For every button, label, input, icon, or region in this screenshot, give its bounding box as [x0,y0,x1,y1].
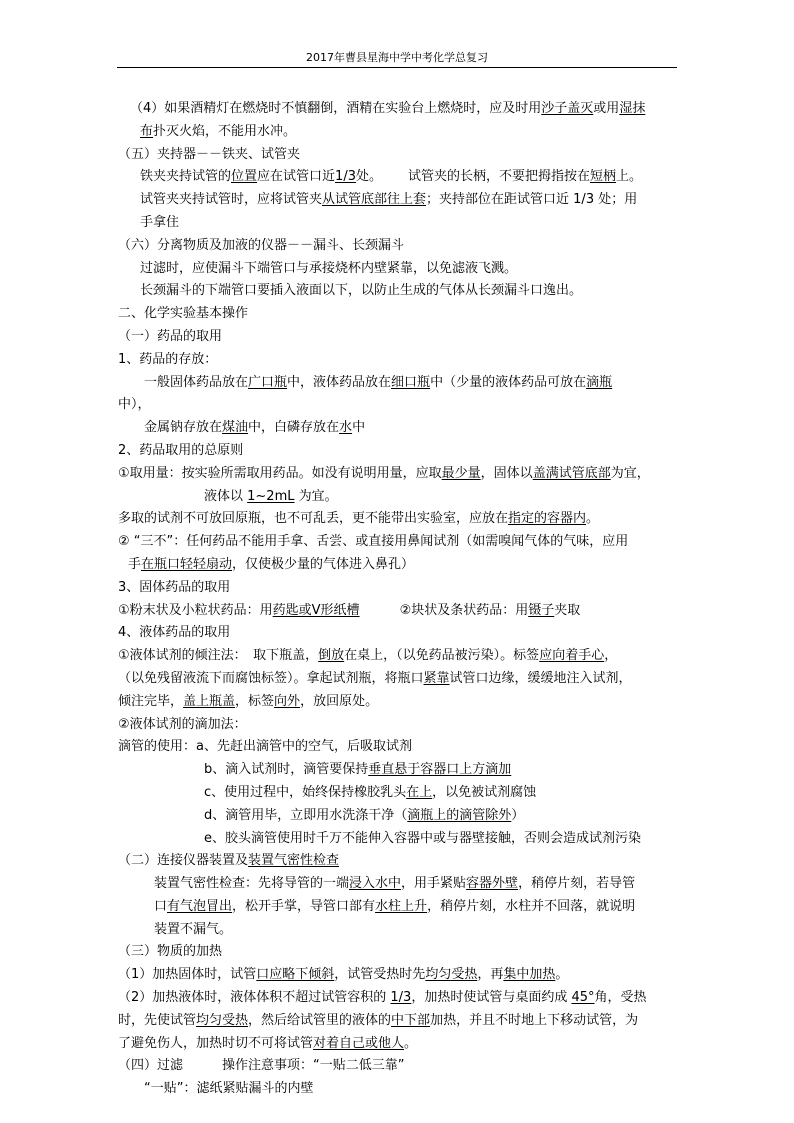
underlined-term: 容器外壁 [466,876,519,892]
text-segment: 。 [404,1035,418,1051]
text-segment: ，仅使极少量的气体进入鼻孔） [232,556,415,572]
text-segment: ，松开手掌，导管口部有 [232,898,376,914]
text-segment: ，加热时使试管与桌面约成 [411,990,572,1006]
text-segment: 2、药品取用的总原则 [118,442,244,458]
text-segment: ② “三不”：任何药品不能用手拿、舌尝、或直接用鼻闻试剂（如需嗅闻气体的气味，应用 [118,534,629,550]
header-divider [117,67,677,68]
text-line [118,280,684,303]
underlined-term: 湿抹 [619,101,646,116]
text-line [118,691,684,714]
text-segment: 中，液体药品放在 [287,374,392,390]
underlined-term: 对着自己或他人 [313,1035,405,1051]
underlined-term: 布 [140,123,154,139]
text-line [118,258,684,281]
text-segment: ②液体试剂的滴加法： [118,716,247,732]
text-segment: 手拿住 [140,214,180,230]
text-segment: 中，白磷存放在 [248,420,340,436]
text-segment: 滴管的使用：a、先赶出滴管中的空气，后吸取试剂 [118,739,412,755]
underlined-term: 1/3 [335,169,356,185]
text-segment: ①液体试剂的倾注法： 取下瓶盖， [118,648,319,664]
text-line [118,98,684,121]
text-segment: （2）加热液体时，液体体积不超过试管容积的 [118,990,391,1006]
text-segment: （以免残留液流下而腐蚀标签）。拿起试剂瓶，将瓶口 [118,670,424,686]
underlined-term: 装置气密性检查 [248,853,340,869]
text-line [118,166,684,189]
text-segment: 二、化学实验基本操作 [118,306,249,322]
text-segment: 3、固体药品的取用 [118,579,231,595]
text-segment: ，稍停片刻，若导管 [518,876,636,892]
underlined-term: 从试管底部往上套 [322,192,427,208]
text-line [118,622,684,645]
underlined-term: 沙子盖灭 [541,101,594,116]
text-segment: 或用 [593,101,620,116]
underlined-term: 药匙或V形纸槽 [272,602,360,618]
text-segment: ；夹持部位在距试管口近 1/3 处；用 [426,192,638,208]
underlined-term: 短柄 [590,169,617,185]
underlined-term: 中下部 [391,1012,431,1028]
text-segment: ，试管受热时先 [334,967,426,983]
text-segment: 口 [154,898,168,914]
text-line [118,668,684,691]
text-line [118,554,684,577]
text-segment: 在桌上，（以免药品被污染）。标签 [344,648,540,664]
text-line [118,782,684,805]
text-line [118,531,684,554]
text-segment: ①取用量：按实验所需取用药品。如没有说明用量，应取 [118,465,442,481]
text-line [118,349,684,372]
underlined-term: 位置 [231,169,258,185]
text-line [118,736,684,759]
text-segment: （一）药品的取用 [118,328,223,344]
text-line [118,600,684,623]
text-segment: 手 [128,556,142,572]
text-segment: ，用手紧贴 [401,876,467,892]
text-segment: d、滴管用毕，立即用水洗涤干净（ [204,807,408,823]
text-line [118,326,684,349]
text-segment: 。 [586,511,600,527]
text-segment: （4）如果酒精灯在燃烧时不慎翻倒，酒精在实验台上燃烧时，应及时用 [130,101,542,116]
text-segment: （五）夹持器－－铁夹、试管夹 [118,146,301,162]
text-line [118,235,684,258]
underlined-term: 水柱上升 [375,898,428,914]
underlined-term: 盖满试管底部 [532,465,611,481]
text-segment: 1、药品的存放： [118,351,218,367]
text-line [118,941,684,964]
text-segment: ①粉末状及小粒状药品：用 [118,602,273,618]
text-segment: 金属钠存放在 [144,420,223,436]
text-segment: （三）物质的加热 [118,944,223,960]
underlined-term: 滴瓶上的滴管除外 [407,807,512,823]
text-segment: ，以免被试剂腐蚀 [432,784,537,800]
text-line [118,1055,684,1078]
text-segment: “一贴”：滤纸紧贴漏斗的内壁 [144,1081,314,1097]
text-segment: e、胶头滴管使用时千万不能伸入容器中或与器壁接触，否则会造成试剂污染 [204,830,641,846]
text-line [118,896,684,919]
underlined-term: 有气泡冒出 [167,898,233,914]
text-segment: 加热，并且不时地上下移动试管，为 [430,1012,639,1028]
text-line [118,189,684,212]
text-line [118,486,684,509]
text-segment: 倾注完毕， [118,693,184,709]
page-header: 2017年曹县星海中学中考化学总复习 [306,51,488,64]
underlined-term: 紧靠 [423,670,450,686]
text-line [118,850,684,873]
text-segment: 中 [352,420,366,436]
text-segment: 装置不漏气。 [154,921,233,937]
underlined-term: 水 [339,420,353,436]
text-line [118,873,684,896]
underlined-term: 煤油 [222,420,249,436]
underlined-term: 1~2mL [247,488,295,504]
text-segment: 过滤时，应使漏斗下端管口与承接烧杯内壁紧靠，以免滤液飞溅。 [140,260,518,276]
text-segment: 试管夹的长柄，不要把拇指按在 [407,169,590,185]
underlined-term: 滴瓶 [586,374,613,390]
text-segment: ，然后给试管里的液体的 [248,1012,392,1028]
text-line [118,463,684,486]
text-segment: 一般固体药品放在 [144,374,249,390]
underlined-term: 口应略下倾斜 [256,967,335,983]
underlined-term: 浸入水中 [349,876,402,892]
text-line [118,440,684,463]
text-line [118,645,684,668]
text-segment: ②块状及条状药品：用 [399,602,529,618]
text-segment: （四）过滤 操作注意事项：“一贴二低三靠” [118,1058,405,1074]
underlined-term: 倒放 [318,648,345,664]
text-segment: 为宜。 [294,488,338,504]
text-segment: 为宜， [610,465,650,481]
text-line [118,1033,684,1056]
text-line [118,508,684,531]
underlined-term: 镊子 [528,602,555,618]
text-segment: ， [604,648,618,664]
text-segment: 试管口边缘，缓缓地注入试剂， [449,670,632,686]
underlined-term: 广口瓶 [248,374,288,390]
underlined-term: 在瓶口轻轻扇动 [141,556,233,572]
underlined-term: 1/3 [390,990,412,1006]
text-segment: ，标签 [235,693,275,709]
text-line [118,394,684,417]
text-segment: 。 [555,967,569,983]
text-line [118,759,684,782]
text-segment: ，放回原处。 [300,693,379,709]
text-segment: 中）， [118,397,151,413]
underlined-term: 最少量 [441,465,481,481]
text-segment: （二）连接仪器装置及 [118,853,249,869]
text-segment: 处。 [355,169,382,185]
text-line [118,1078,684,1101]
text-segment: 液体以 [204,488,248,504]
underlined-term: 细口瓶 [391,374,431,390]
text-line [118,987,684,1010]
text-segment: 长颈漏斗的下端管口要插入液面以下，以防止生成的气体从长颈漏斗口逸出。 [140,283,583,299]
text-line [118,828,684,851]
text-line [118,417,684,440]
text-segment: 应在试管口近 [257,169,336,185]
text-segment: （1）加热固体时，试管 [118,967,257,983]
text-segment: 了避免伤人，加热时切不可将试管 [118,1035,314,1051]
text-line [118,805,684,828]
text-line [118,577,684,600]
text-line [118,1010,684,1033]
text-segment: 上。 [616,169,643,185]
text-line [118,144,684,167]
text-segment: 角，受热 [594,990,647,1006]
text-line [118,372,684,395]
text-segment: （六）分离物质及加液的仪器－－漏斗、长颈漏斗 [118,237,405,253]
text-segment: 装置气密性检查：先将导管的一端 [154,876,350,892]
text-segment: 时，先使试管 [118,1012,197,1028]
text-line [118,714,684,737]
text-segment: 夹取 [554,602,581,618]
underlined-term: 均匀受热 [425,967,478,983]
text-segment: ） [511,807,525,823]
underlined-term: 盖上瓶盖 [183,693,236,709]
text-line [118,919,684,942]
text-line [118,121,684,144]
document-body [118,98,684,1101]
text-line [118,212,684,235]
text-segment: c、使用过程中，始终保持橡胶乳头 [204,784,407,800]
text-segment: 试管夹夹持试管时，应将试管夹 [140,192,323,208]
text-segment: 多取的试剂不可放回原瓶，也不可乱丢，更不能带出实验室，应放在 [118,511,509,527]
underlined-term: 在上 [406,784,433,800]
text-segment: ，固体以 [480,465,533,481]
text-segment: 4、液体药品的取用 [118,625,231,641]
text-segment: b、滴入试剂时，滴管要保持 [204,762,369,778]
underlined-term: 应向着手心 [539,648,605,664]
underlined-term: 指定的容器内 [508,511,587,527]
text-segment: 铁夹夹持试管的 [140,169,232,185]
text-segment: 扑灭火焰，不能用水冲。 [153,123,297,139]
text-segment: 中（少量的液体药品可放在 [430,374,587,390]
underlined-term: 垂直悬于容器口上方滴加 [368,762,512,778]
underlined-term: 集中加热 [503,967,556,983]
underlined-term: 向外 [274,693,301,709]
text-line [118,964,684,987]
text-line [118,303,684,326]
underlined-term: 45° [571,990,595,1006]
text-segment: ，稍停片刻，水柱并不回落，就说明 [427,898,636,914]
text-segment: ，再 [477,967,504,983]
underlined-term: 均匀受热 [196,1012,249,1028]
